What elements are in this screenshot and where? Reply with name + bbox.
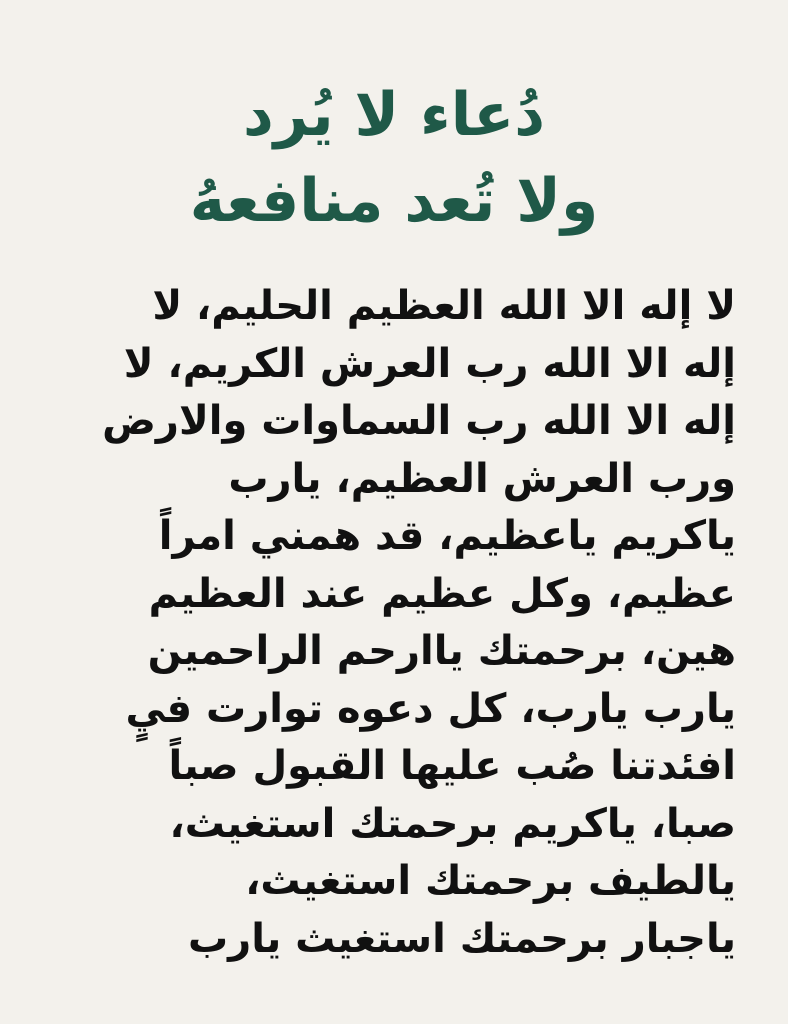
- dua-line-8: يارب يارب، كل دعوه توارت فيٍ: [125, 685, 736, 732]
- dua-line-11: يالطيف برحمتك استغيث،: [245, 858, 736, 904]
- dua-text: [60, 278, 736, 968]
- dua-line-9: افئدتنا صُب عليها القبول صباً: [168, 743, 736, 789]
- dua-line-3: إله الا الله رب السماوات والارض: [102, 398, 736, 444]
- dua-title: [0, 72, 788, 244]
- dua-line-2: إله الا الله رب العرش الكريم، لا: [123, 340, 736, 387]
- dua-line-12: ياجبار برحمتك استغيث يارب: [187, 915, 736, 962]
- dua-line-10: صبا، ياكريم برحمتك استغيث،: [169, 800, 736, 847]
- title-line-1: دُعاء لا يُرد: [242, 80, 546, 150]
- dua-line-6: عظيم، وكل عظيم عند العظيم: [148, 570, 736, 617]
- title-line-2: ولا تُعد منافعهُ: [189, 166, 599, 236]
- dua-line-5: ياكريم ياعظيم، قد همني امراً: [158, 513, 736, 559]
- dua-line-4: ورب العرش العظيم، يارب: [228, 455, 736, 502]
- dua-line-7: هين، برحمتك ياارحم الراحمين: [147, 628, 736, 674]
- dua-line-1: لا إله الا الله العظيم الحليم، لا: [152, 283, 736, 329]
